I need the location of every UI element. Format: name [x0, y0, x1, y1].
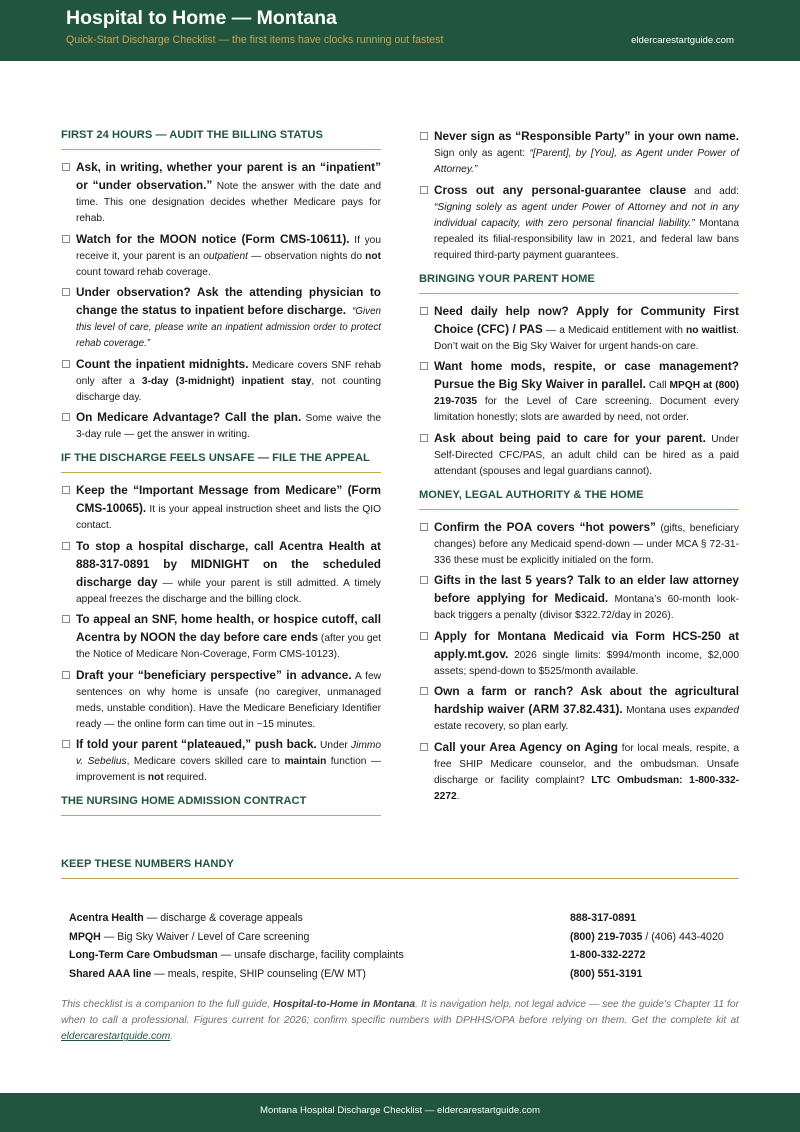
checkbox[interactable] — [420, 632, 428, 640]
section-heading-home: BRINGING YOUR PARENT HOME — [419, 272, 739, 294]
checkbox[interactable] — [62, 288, 70, 296]
checklist-item[interactable]: Draft your “beneficiary perspective” in advance. A few sentences on why home is unsafe (no caregiver, unmanaged meds, unstable condition). Have the Medicare Beneficiary Identifier ready — the online form can time out in ~15 minutes. — [61, 667, 381, 733]
checkbox[interactable] — [420, 743, 428, 751]
page-header — [0, 0, 800, 61]
checkbox[interactable] — [420, 307, 428, 315]
number-row: Shared AAA line — meals, respite, SHIP counseling (E/W MT) (800) 551-3191 — [69, 967, 643, 980]
checklist-item[interactable]: Watch for the MOON notice (Form CMS-10611). If you receive it, your parent is an outpatient — observation nights do not count toward rehab coverage. — [61, 231, 381, 281]
checklist-item[interactable]: Keep the “Important Message from Medicare” (Form CMS-10065). It is your appeal instruction sheet and lists the QIO contact. — [61, 482, 381, 534]
checkbox[interactable] — [62, 413, 70, 421]
phone-number[interactable]: (800) 551-3191 — [570, 967, 643, 980]
footer-text: Montana Hospital Discharge Checklist — eldercarestartguide.com — [260, 1105, 540, 1116]
page-title: Hospital to Home — Montana — [66, 7, 337, 29]
checklist-item[interactable]: Under observation? Ask the attending physician to change the status to inpatient before discharge. “Given this level of care, please write an inpatient admission order to protect rehab coverage.” — [61, 284, 381, 352]
contact-name: Long-Term Care Ombudsman — [69, 949, 218, 961]
checkbox[interactable] — [420, 186, 428, 194]
checkbox[interactable] — [420, 687, 428, 695]
checkbox[interactable] — [420, 132, 428, 140]
phone-number[interactable]: (800) 219-7035 — [570, 930, 643, 943]
checklist-item[interactable]: Count the inpatient midnights. Medicare covers SNF rehab only after a 3-day (3-midnight) inpatient stay, not counting discharge day. — [61, 356, 381, 406]
checkbox[interactable] — [62, 615, 70, 623]
number-row: Long-Term Care Ombudsman — unsafe discharge, facility complaints 1-800-332-2272 — [69, 949, 646, 961]
checkbox[interactable] — [62, 671, 70, 679]
checkbox[interactable] — [62, 235, 70, 243]
page-footer — [0, 1093, 800, 1132]
checkbox[interactable] — [62, 486, 70, 494]
alt-phone-number[interactable]: / (406) 443-4020 — [642, 930, 724, 943]
checklist-item[interactable]: To appeal an SNF, home health, or hospice cutoff, call Acentra by NOON the day before care ends (after you get the Notice of Medicare Non-Coverage, Form CMS-10123). — [61, 611, 381, 663]
phone-number[interactable]: 1-800-332-2272 — [570, 949, 646, 961]
checklist-item[interactable]: On Medicare Advantage? Call the plan. Some waive the 3-day rule — get the answer in writing. — [61, 409, 381, 443]
page-subtitle: Quick-Start Discharge Checklist — the first items have clocks running out fastest — [66, 34, 444, 46]
checklist-item[interactable]: If told your parent “plateaued,” push back. Under Jimmo v. Sebelius, Medicare covers skilled care to maintain function — improvement is not required. — [61, 736, 381, 786]
checkbox[interactable] — [62, 360, 70, 368]
checklist-item[interactable]: Confirm the POA covers “hot powers” (gifts, beneficiary changes) before any Medicaid spend-down — under MCA § 72-31-336 these must be explicitly initialed on the form. — [419, 519, 739, 569]
number-row: MPQH — Big Sky Waiver / Level of Care screening (800) 219-7035 / (406) 443-4020 — [69, 930, 724, 943]
numbers-table — [69, 910, 739, 984]
checkbox[interactable] — [62, 542, 70, 550]
contact-name: Acentra Health — [69, 912, 144, 924]
checklist-item[interactable]: Never sign as “Responsible Party” in your own name. Sign only as agent: “[Parent], by [You], as Agent under Power of Attorney.” — [419, 128, 739, 178]
checklist-item[interactable]: Cross out any personal-guarantee clause and add: “Signing solely as agent under Power of Attorney and not in any individual capacity, with zero personal financial liability.” Montana repealed its filial-responsibility law in 2021, and federal law bans required third-party payment guarantees. — [419, 182, 739, 264]
left-column — [61, 128, 381, 825]
checkbox[interactable] — [420, 362, 428, 370]
checklist-item[interactable]: Own a farm or ranch? Ask about the agricultural hardship waiver (ARM 37.82.431). Montana uses expanded estate recovery, so plan early. — [419, 683, 739, 735]
section-heading-money: MONEY, LEGAL AUTHORITY & THE HOME — [419, 488, 739, 510]
header-site-link[interactable]: eldercarestartguide.com — [631, 35, 734, 46]
checklist-item[interactable]: Call your Area Agency on Aging for local meals, respite, a free SHIP Medicare counselor, and the ombudsman. Unsafe discharge or facility complaint? LTC Ombudsman: 1-800-332-2272. — [419, 739, 739, 805]
section-heading-numbers: KEEP THESE NUMBERS HANDY — [61, 857, 739, 879]
section-heading-appeal: IF THE DISCHARGE FEELS UNSAFE — FILE THE APPEAL — [61, 451, 381, 473]
checkbox[interactable] — [420, 576, 428, 584]
section-heading-contract: THE NURSING HOME ADMISSION CONTRACT — [61, 794, 381, 816]
checklist-item[interactable]: Ask about being paid to care for your parent. Under Self-Directed CFC/PAS, an adult child can be hired as a paid attendant (spouses and legal guardians cannot). — [419, 430, 739, 480]
number-row: Acentra Health — discharge & coverage appeals 888-317-0891 — [69, 912, 636, 924]
site-link[interactable]: eldercarestartguide.com — [61, 1031, 171, 1043]
contact-name: MPQH — [69, 930, 101, 943]
checkbox[interactable] — [420, 523, 428, 531]
checkbox[interactable] — [420, 434, 428, 442]
checkbox[interactable] — [62, 740, 70, 748]
checklist-item[interactable]: Gifts in the last 5 years? Talk to an elder law attorney before applying for Medicaid. Montana’s 60-month look-back triggers a penalty (divisor $322.72/day in 2026). — [419, 572, 739, 624]
checklist-item[interactable]: Apply for Montana Medicaid via Form HCS-250 at apply.mt.gov. 2026 single limits: $994/month income, $2,000 assets; spend-down to $525/month available. — [419, 628, 739, 680]
right-column — [419, 128, 739, 808]
checklist-item[interactable]: Ask, in writing, whether your parent is an “inpatient” or “under observation.” Note the answer with the date and time. This one designation decides whether Medicare pays for rehab. — [61, 159, 381, 227]
checklist-item[interactable]: Want home mods, respite, or case management? Pursue the Big Sky Waiver in parallel. Call MPQH at (800) 219-7035 for the Level of Care screening. Document every limitation honestly; slots are awarded by need, not order. — [419, 358, 739, 426]
contact-name: Shared AAA line — [69, 967, 152, 980]
checkbox[interactable] — [62, 163, 70, 171]
numbers-section — [61, 857, 739, 879]
phone-number[interactable]: 888-317-0891 — [570, 912, 636, 924]
guide-title: Hospital-to-Home in Montana — [273, 999, 416, 1010]
disclaimer-note: This checklist is a companion to the full guide, Hospital-to-Home in Montana. It is navigation help, not legal advice — see the guide’s Chapter 11 for when to call a professional. Figures current for 2026; confirm specific numbers with DPHHS/OPA before relying on them. Get the complete kit at eldercarestartguide.com. — [61, 999, 739, 1043]
checklist-item[interactable]: Need daily help now? Apply for Community First Choice (CFC) / PAS — a Medicaid entitlement with no waitlist. Don’t wait on the Big Sky Waiver for urgent hands-on care. — [419, 303, 739, 355]
checklist-item[interactable]: To stop a hospital discharge, call Acentra Health at 888-317-0891 by MIDNIGHT on the scheduled discharge day — while your parent is still admitted. A timely appeal freezes the discharge and the billing clock. — [61, 538, 381, 608]
section-heading-billing: FIRST 24 HOURS — AUDIT THE BILLING STATUS — [61, 128, 381, 150]
